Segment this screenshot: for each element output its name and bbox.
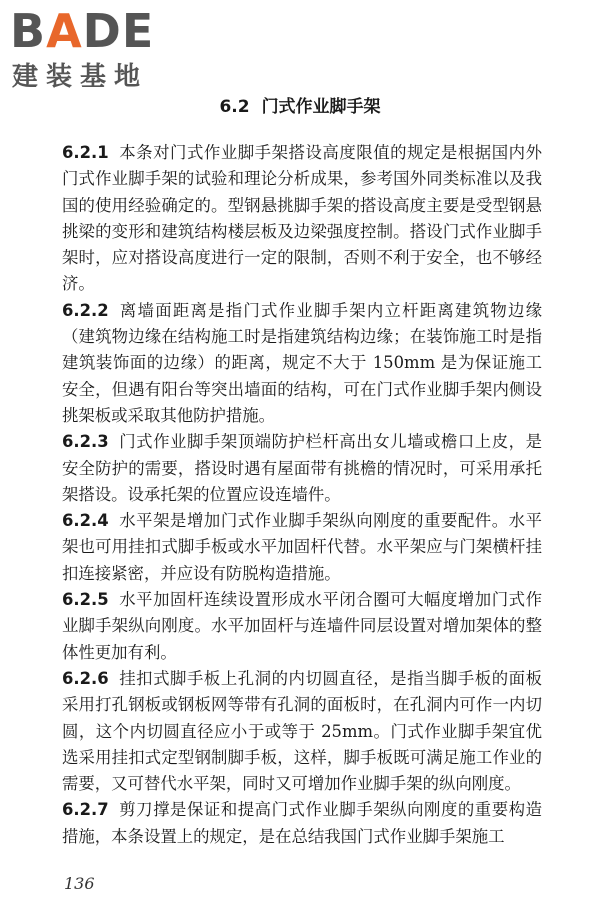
clause-text: 水平加固杆连续设置形成水平闭合圈可大幅度增加门式作业脚手架纵向刚度。水平加固杆与连墙件同层设置对增加架体的整体性更加有利。 — [62, 590, 542, 662]
section-title: 门式作业脚手架 — [261, 97, 381, 117]
logo-mark-accent: A — [46, 4, 83, 58]
section-heading — [0, 94, 600, 120]
clause-paragraph — [62, 666, 542, 797]
clause-paragraph — [62, 797, 542, 850]
logo-mark-prefix: B — [10, 4, 47, 58]
clause-text: 门式作业脚手架顶端防护栏杆高出女儿墙或檐口上皮，是安全防护的需要，搭设时遇有屋面带有挑檐的情况时，可采用承托架搭设。设承托架的位置应设连墙件。 — [62, 432, 542, 504]
clause-paragraph — [62, 298, 542, 429]
clause-number: 6.2.7 — [62, 800, 109, 820]
clause-number: 6.2.4 — [62, 511, 109, 531]
section-number: 6.2 — [219, 97, 250, 117]
document-body — [62, 140, 542, 850]
brand-logo — [10, 6, 180, 92]
logo-wordmark — [10, 6, 154, 56]
logo-subtitle: 建装基地 — [12, 62, 149, 92]
clause-paragraph — [62, 429, 542, 508]
clause-text: 水平架是增加门式作业脚手架纵向刚度的重要配件。水平架也可用挂扣式脚手板或水平加固杆代替。水平架应与门架横杆挂扣连接紧密，并应设有防脱构造措施。 — [62, 511, 542, 583]
logo-mark-suffix: DE — [82, 4, 155, 58]
clause-paragraph — [62, 140, 542, 298]
clause-text: 离墙面距离是指门式作业脚手架内立杆距离建筑物边缘（建筑物边缘在结构施工时是指建筑结构边缘；在装饰施工时是指建筑装饰面的边缘）的距离，规定不大于 150mm 是为保证施工安全，但遇有阳台等突出墙面的结构，可在门式作业脚手架内侧设挑架板或采取其他防护措施。 — [62, 300, 542, 425]
clause-text: 挂扣式脚手板上孔洞的内切圆直径，是指当脚手板的面板采用打孔钢板或钢板网等带有孔洞的面板时，在孔洞内可作一内切圆，这个内切圆直径应小于或等于 25mm。门式作业脚手架宜优选采用挂扣式定型钢制脚手板，这样，脚手板既可满足施工作业的需要，又可替代水平架，同时又可增加作业脚手架的纵向刚度。 — [62, 668, 542, 794]
clause-text: 剪刀撑是保证和提高门式作业脚手架纵向刚度的重要构造措施，本条设置上的规定，是在总结我国门式作业脚手架施工 — [62, 800, 542, 846]
clause-number: 6.2.6 — [62, 668, 109, 688]
clause-number: 6.2.5 — [62, 590, 109, 610]
clause-text: 本条对门式作业脚手架搭设高度限值的规定是根据国内外门式作业脚手架的试验和理论分析成果，参考国外同类标准以及我国的使用经验确定的。型钢悬挑脚手架的搭设高度主要是受型钢悬挑梁的变形和建筑结构楼层板及边梁强度控制。搭设门式作业脚手架时，应对搭设高度进行一定的限制，否则不利于安全，也不够经济。 — [62, 143, 542, 294]
page-number: 136 — [64, 874, 95, 893]
clause-number: 6.2.1 — [62, 143, 109, 162]
clause-paragraph — [62, 508, 542, 587]
clause-paragraph — [62, 587, 542, 666]
clause-number: 6.2.2 — [62, 300, 109, 320]
clause-number: 6.2.3 — [62, 432, 109, 452]
